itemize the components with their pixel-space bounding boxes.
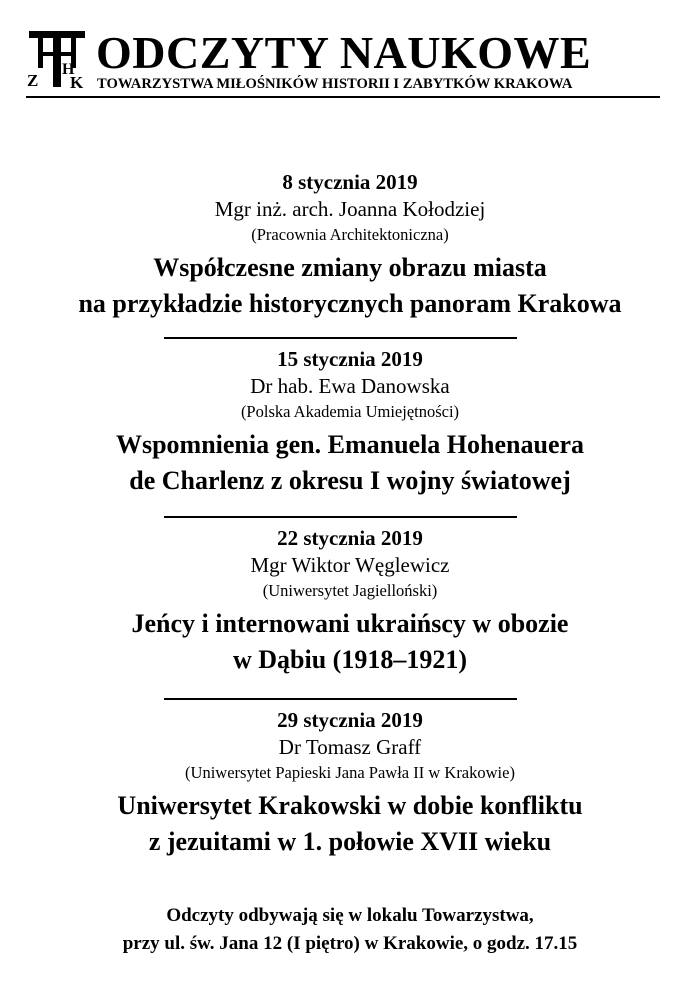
lecture-affiliation: (Uniwersytet Papieski Jana Pawła II w Krakowie) [185,763,515,782]
lecture-date: 29 stycznia 2019 [277,708,423,732]
lecture-title [0,427,700,499]
lecture-speaker: Mgr inż. arch. Joanna Kołodziej [214,197,486,221]
lecture-date: 22 stycznia 2019 [277,526,423,550]
lecture-title [0,250,700,322]
header-divider [26,96,660,98]
lecture-title-line: w Dąbiu (1918–1921) [232,645,467,674]
lecture-speaker: Dr Tomasz Graff [278,735,422,759]
venue-note-line: Odczyty odbywają się w lokalu Towarzystwa, [166,905,534,926]
lecture-affiliation: (Polska Akademia Umiejętności) [240,402,460,421]
lecture-divider [164,337,517,339]
svg-text:K: K [70,73,84,90]
lecture-title-line: z jezuitami w 1. połowie XVII wieku [148,827,552,856]
lecture-divider [164,516,517,518]
lecture-divider [164,698,517,700]
lecture-date: 8 stycznia 2019 [282,170,418,194]
svg-text:Z: Z [27,71,39,90]
lecture-title-line: Wspomnienia gen. Emanuela Hohenauera [115,430,585,459]
page-title: ODCZYTY NAUKOWE [96,27,592,78]
lecture-title-line: Uniwersytet Krakowski w dobie konfliktu [117,791,583,820]
lecture-affiliation: (Pracownia Architektoniczna) [251,225,449,244]
lecture-title [0,606,700,678]
lecture-title-line: na przykładzie historycznych panoram Krakowa [78,289,622,318]
lecture-entry [0,524,700,678]
lecture-date: 15 stycznia 2019 [277,347,423,371]
lecture-title [0,788,700,860]
lecture-entry [0,345,700,499]
svg-text:H: H [62,61,75,78]
tmhzk-logo [26,28,88,90]
venue-note-line: przy ul. św. Jana 12 (I piętro) w Krakowie, o godz. 17.15 [122,933,578,954]
lecture-title-line: Jeńcy i internowani ukraińscy w obozie [131,609,569,638]
venue-note [0,902,700,958]
lecture-affiliation: (Uniwersytet Jagielloński) [262,581,438,600]
lecture-title-line: de Charlenz z okresu I wojny światowej [129,466,571,495]
lecture-entry [0,168,700,322]
lecture-entry [0,706,700,860]
page-header [26,28,660,98]
lecture-title-line: Współczesne zmiany obrazu miasta [153,253,547,282]
lecture-speaker: Dr hab. Ewa Danowska [250,374,450,398]
page-subtitle: TOWARZYSTWA MIŁOŚNIKÓW HISTORII I ZABYTKÓW KRAKOWA [97,76,573,92]
lecture-speaker: Mgr Wiktor Węglewicz [250,553,450,577]
